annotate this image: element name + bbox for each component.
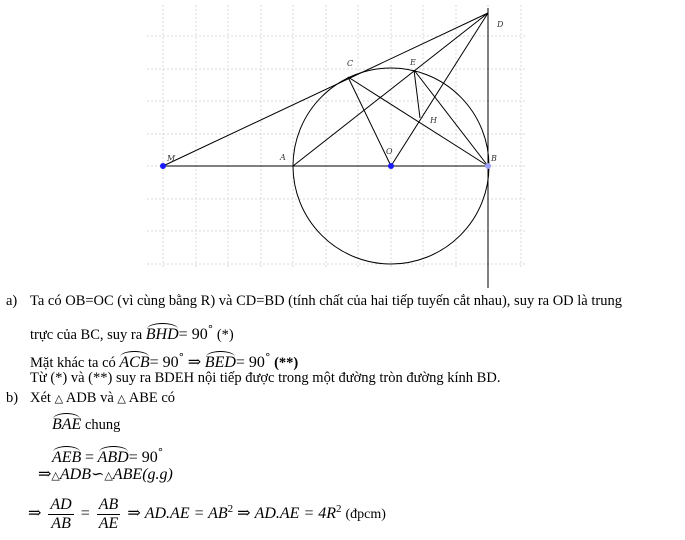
part-b-line3: AEB = ABD= 90° — [52, 446, 164, 466]
angle-aeb: AEB — [52, 448, 82, 466]
angle-bed: BED — [204, 353, 236, 371]
label-m: M — [167, 154, 176, 163]
point-m — [160, 163, 166, 169]
point-o — [388, 163, 394, 169]
label-h: H — [430, 116, 437, 125]
label-o: O — [386, 147, 393, 156]
angle-acb: ACB — [119, 353, 150, 371]
label-b: B — [491, 154, 497, 163]
part-a-label: a) — [6, 293, 18, 309]
part-b-line4: ⇒△ADB∽△ABE(g.g) — [38, 466, 173, 483]
part-a-line2: trực của BC, suy ra BHD= 90° (*) — [30, 323, 234, 343]
line-ad — [293, 13, 488, 166]
label-a: A — [280, 153, 286, 162]
angle-abd: ABD — [97, 448, 129, 466]
label-e: E — [410, 58, 416, 67]
angle-bhd: BHD — [145, 325, 179, 343]
part-a-line1: Ta có OB=OC (vì cùng bằng R) và CD=BD (tính chất của hai tiếp tuyến cắt nhau), suy ra OD là trung — [30, 293, 622, 309]
part-a-line4: Từ (*) và (**) suy ra BDEH nội tiếp được trong một đường tròn đường kính BD. — [30, 370, 501, 386]
part-b-line5: ⇒ $\frac{AD}{AB}$ = $\frac{AB}{AE}$ ⇒ $AD.AE = AB^2$ ⇒ $AD.AE = 4R^2$ (đpcm) — [28, 496, 386, 532]
part-a-line3: Mặt khác ta có ACB= 90° ⇒ BED= 90° (**) — [30, 351, 299, 371]
label-c: C — [347, 59, 354, 68]
point-b — [485, 163, 491, 169]
part-b-label: b) — [6, 390, 19, 406]
part-b-line1: Xét △ ADB và △ ABE có — [30, 390, 176, 406]
angle-bae: BAE — [52, 416, 82, 433]
label-d: D — [497, 20, 504, 29]
fraction-ad-ab: $\frac{AD}{AB}$ — [50, 496, 72, 532]
fraction-ab-ae: $\frac{AB}{AE}$ — [98, 496, 119, 532]
part-b-line2: BAE chung — [52, 416, 121, 433]
